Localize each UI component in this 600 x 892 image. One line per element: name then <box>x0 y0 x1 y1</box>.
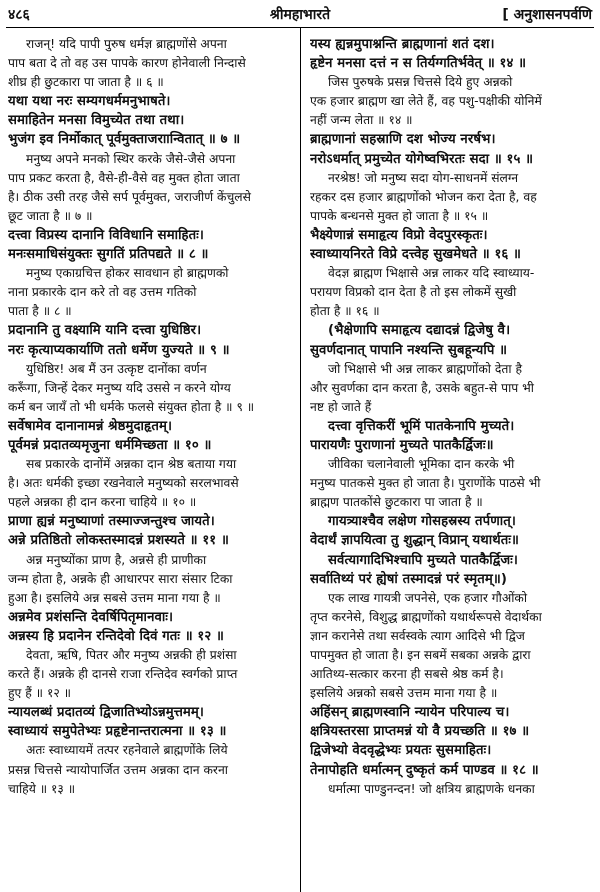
verse-line: स्वाध्यायनिरते विप्रे दत्त्वेह सुखमेधते ॥ १६ ॥ <box>310 247 522 263</box>
translation-line: सब प्रकारके दानोंमें अन्नका दान श्रेष्ठ बताया गया <box>26 457 237 472</box>
translation-line: पाप बता दे तो वह उस पापके कारण होनेवाली निन्दासे <box>8 56 246 71</box>
page-header <box>6 0 594 28</box>
translation-line: आतिथ्य-सत्कार करना ही सबसे श्रेष्ठ कर्म है। <box>310 667 504 682</box>
right-column <box>310 35 593 887</box>
translation-line: परायण विप्रको दान देता है तो इस लोकमें सुखी <box>310 285 517 300</box>
verse-line: पूर्वमन्नं प्रदातव्यमृजुना धर्ममिच्छता ॥ १० ॥ <box>8 437 212 453</box>
verse-line: यथा यथा नरः सम्यगधर्ममनुभाषते। <box>8 94 171 110</box>
verse-line: नरः कृत्याप्यकार्याणि ततो धर्मेण युज्यते ॥ ९ ॥ <box>8 342 230 358</box>
verse-line: सर्वत्यागादिभिश्चापि मुच्यते पातकैर्द्विजः। <box>328 552 519 568</box>
section-title: [ अनुशासनपर्वणि <box>502 7 592 23</box>
translation-line: इसलिये अन्नको सबसे उत्तम माना गया है ॥ <box>310 686 498 701</box>
verse-line: अन्नस्य हि प्रदानेन रन्तिदेवो दिवं गतः ॥ १२ ॥ <box>8 628 224 644</box>
verse-line: क्षत्रियस्तरसा प्राप्तमन्नं यो वै प्रयच्छति ॥ १७ ॥ <box>310 724 530 740</box>
translation-line: जीविका चलानेवाली भूमिका दान करके भी <box>328 457 515 472</box>
translation-line: एक हजार ब्राह्मण खा लेते हैं, वह पशु-पक्षीकी योनिमें <box>310 94 542 109</box>
verse-line: भुजंग इव निर्मोकात् पूर्वमुक्ताजराान्वितात् ॥ ७ ॥ <box>8 132 241 148</box>
verse-line: ब्राह्मणानां सहस्राणि दश भोज्य नरर्षभ। <box>310 132 496 148</box>
translation-line: है। अतः धर्मकी इच्छा रखनेवाले मनुष्यको सरलभावसे <box>8 476 239 491</box>
translation-line: देवता, ऋषि, पितर और मनुष्य अन्नकी ही प्रशंसा <box>26 648 237 662</box>
translation-line: जिस पुरुषके प्रसन्न चित्तसे दिये हुए अन्नको <box>328 75 513 90</box>
verse-line: अहिंसन् ब्राह्मणस्वानि न्यायेन परिपाल्य च। <box>310 705 510 721</box>
translation-line: कर्म बन जायँ तो भी धर्मके फलसे संयुक्त होता है ॥ ९ ॥ <box>8 399 255 414</box>
verse-line: यस्य ह्यन्नमुपाश्नन्ति ब्राह्मणानां शतं दश। <box>310 37 495 52</box>
verse-line: मनःसमाधिसंयुक्तः सुगतिं प्रतिपद्यते ॥ ८ ॥ <box>8 247 209 263</box>
translation-line: छूट जाता है ॥ ७ ॥ <box>8 208 93 223</box>
translation-line: नहीं जन्म लेता ॥ १४ ॥ <box>310 113 413 128</box>
translation-line: पाता है ॥ ८ ॥ <box>8 304 72 319</box>
verse-line: अन्नमेव प्रशंसन्ति देवर्षिपितृमानवाः। <box>8 609 174 625</box>
verse-line: पारायणैः पुराणानां मुच्यते पातकैर्द्विजः॥ <box>310 437 494 453</box>
translation-line: पापके बन्धनसे मुक्त हो जाता है ॥ १५ ॥ <box>310 208 489 223</box>
left-column <box>8 35 292 887</box>
translation-line: हुए हैं ॥ १२ ॥ <box>8 686 72 701</box>
translation-line: ज्ञान करानेसे तथा सर्वस्वके त्याग आदिसे भी द्विज <box>310 628 525 643</box>
translation-line: वेदज्ञ ब्राह्मण भिक्षासे अन्न लाकर यदि स्वाध्याय- <box>328 266 535 281</box>
translation-line: पहले अन्नका ही दान करना चाहिये ॥ १० ॥ <box>8 495 197 510</box>
verse-line: स्वाध्यायं समुपेतेभ्यः प्रहृष्टेनान्तरात्मना ॥ १३ ॥ <box>8 724 227 740</box>
book-title: श्रीमहाभारते <box>269 7 331 23</box>
translation-line: पाप प्रकट करता है, वैसे-ही-वैसे वह मुक्त होता जाता <box>8 170 240 185</box>
verse-line: दत्त्वा विप्रस्य दानानि विविधानि समाहितः। <box>8 227 204 243</box>
translation-line: होता है ॥ १६ ॥ <box>310 304 380 319</box>
verse-line: तेनापोहति धर्मात्मन् दुष्कृतं कर्म पाण्डव ॥ १८ ॥ <box>310 762 539 778</box>
verse-line: सर्वेषामेव दानानामन्नं श्रेष्ठमुदाहृतम्। <box>8 418 173 434</box>
verse-line: प्रदानानि तु वक्ष्यामि यानि दत्त्वा युधिष्ठिर। <box>8 323 202 339</box>
translation-line: तृप्त करनेसे, विशुद्ध ब्राह्मणोंको यथार्थरूपसे वेदार्थका <box>310 609 542 624</box>
translation-line: और सुवर्णका दान करता है, उसके बहुत-से पाप भी <box>310 380 534 395</box>
verse-line: नरोऽधर्मात् प्रमुच्येत योगेष्वभिरतः सदा ॥ १५ ॥ <box>310 151 534 167</box>
translation-line: प्रसन्न चित्तसे न्यायोपार्जित उत्तम अन्नका दान करना <box>8 762 228 777</box>
translation-line: रहकर दस हजार ब्राह्मणोंको भोजन करा देता है, वह <box>310 189 537 204</box>
verse-line: समाहितेन मनसा विमुच्येत तथा तथा। <box>8 113 185 129</box>
translation-line: अन्न मनुष्योंका प्राण है, अन्नसे ही प्राणीका <box>26 552 207 567</box>
verse-line: हृष्टेन मनसा दत्तं न स तिर्यग्गतिर्भवेत् ॥ १४ ॥ <box>310 56 527 72</box>
translation-line: धर्मात्मा पाण्डुनन्दन! जो क्षत्रिय ब्राह्मणके धनका <box>328 781 535 796</box>
translation-line: मनुष्य अपने मनको स्थिर करके जैसे-जैसे अपना <box>26 151 236 166</box>
verse-line: भैक्ष्येणान्नं समाहृत्य विप्रो वेदपुरस्कृतः। <box>310 227 488 243</box>
translation-line: शीघ्र ही छुटकारा पा जाता है ॥ ६ ॥ <box>8 75 164 90</box>
translation-line: युधिष्ठिर! अब मैं उन उत्कृष्ट दानोंका वर्णन <box>26 361 207 376</box>
translation-line: जो भिक्षासे भी अन्न लाकर ब्राह्मणोंको देता है <box>328 361 523 376</box>
translation-line: मनुष्य एकाग्रचित्त होकर सावधान हो ब्राह्मणको <box>26 266 229 281</box>
verse-line: (भैक्षेणापि समाहृत्य दद्यादन्नं द्विजेषु वै। <box>328 323 511 339</box>
verse-line: वेदार्थं ज्ञापयित्वा तु शुद्धान् विप्रान् यथार्थतः॥ <box>310 533 520 549</box>
translation-line: जन्म होता है, अन्नके ही आधारपर सारा संसार टिका <box>8 571 233 586</box>
translation-line: एक लाख गायत्री जपनेसे, एक हजार गौओंको <box>328 590 528 605</box>
verse-line: द्विजेभ्यो वेदवृद्धेभ्यः प्रयतः सुसमाहितः। <box>310 743 492 759</box>
verse-line: सर्वातिथ्यं परं ह्येषां तस्मादन्नं परं स्मृतम्॥) <box>310 571 507 587</box>
translation-line: है। ठीक उसी तरह जैसे सर्प पूर्वमुक्त, जराजीर्ण केंचुलसे <box>8 189 251 204</box>
verse-line: न्यायलब्धं प्रदातव्यं द्विजातिभ्योऽन्नमुत्तमम्। <box>8 705 204 721</box>
page-number: ४८६ <box>8 7 30 23</box>
verse-line: प्राणा ह्यन्नं मनुष्याणां तस्माज्जन्तुश्च जायते। <box>8 514 215 530</box>
translation-line: नष्ट हो जाते हैं <box>310 399 372 414</box>
translation-line: करूँगा, जिन्हें देकर मनुष्य यदि उससे न करने योग्य <box>8 380 231 395</box>
verse-line: अन्ने प्रतिष्ठितो लोकस्तस्मादन्नं प्रशस्यते ॥ ११ ॥ <box>8 533 229 549</box>
verse-line: गायत्र्याश्चैव लक्षेण गोसहस्रस्य तर्पणात्। <box>328 514 517 530</box>
column-divider <box>300 28 301 892</box>
translation-line: ब्राह्मण पातकोंसे छुटकारा पा जाता है ॥ <box>310 495 483 510</box>
translation-line: करते हैं। अन्नके ही दानसे राजा रन्तिदेव स्वर्गको प्राप्त <box>8 667 238 682</box>
translation-line: अतः स्वाध्यायमें तत्पर रहनेवाले ब्राह्मणोंके लिये <box>26 743 228 758</box>
translation-line: मनुष्य पातकसे मुक्त हो जाता है। पुराणोंके पाठसे भी <box>310 476 541 491</box>
translation-line: हुआ है। इसलिये अन्न सबसे उत्तम माना गया है ॥ <box>8 590 221 605</box>
translation-line: नाना प्रकारके दान करे तो वह उत्तम गतिको <box>8 285 197 300</box>
translation-line: राजन्! यदि पापी पुरुष धर्मज्ञ ब्राह्मणोंसे अपना <box>26 37 227 51</box>
translation-line: पापमुक्त हो जाता है। इन सबमें सबका अन्नके द्वारा <box>310 648 531 662</box>
translation-line: चाहिये ॥ १३ ॥ <box>8 781 76 796</box>
translation-line: नरश्रेष्ठ! जो मनुष्य सदा योग-साधनमें संलग्न <box>328 170 519 185</box>
verse-line: दत्त्वा वृत्तिकरीं भूमिं पातकेनापि मुच्यते। <box>328 418 515 434</box>
verse-line: सुवर्णदानात् पापानि नश्यन्ति सुबहून्यपि ॥ <box>310 342 508 358</box>
